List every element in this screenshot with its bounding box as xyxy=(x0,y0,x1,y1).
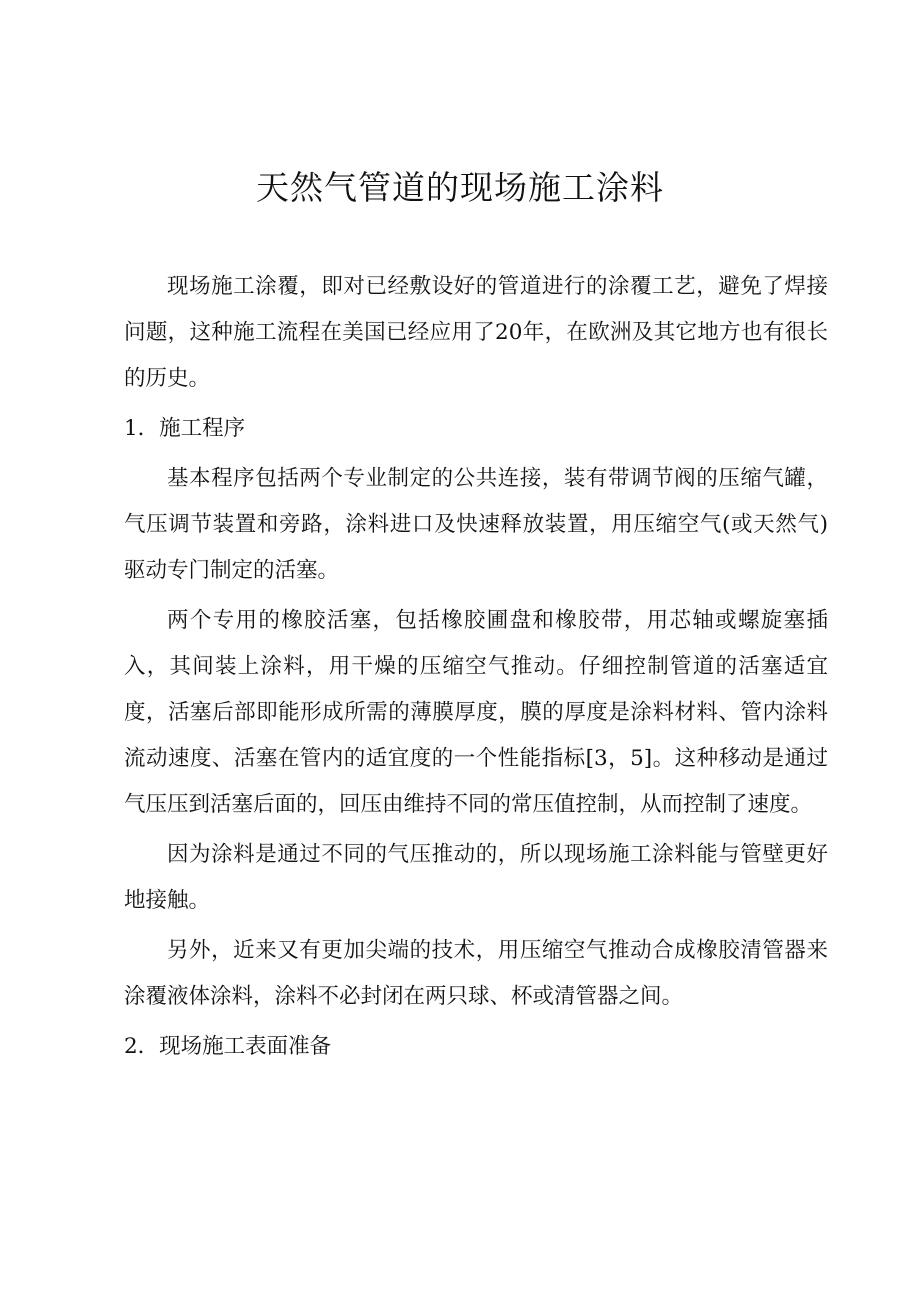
paragraph-advanced-technique: 另外，近来又有更加尖端的技术，用压缩空气推动合成橡胶清管器来涂覆液体涂料，涂料不必封闭在两只球、杯或清管器之间。 xyxy=(124,938,828,1009)
paragraph-basic-procedure: 基本程序包括两个专业制定的公共连接，装有带调节阀的压缩气罐，气压调节装置和旁路，涂料进口及快速释放装置，用压缩空气(或天然气)驱动专门制定的活塞。 xyxy=(124,466,828,583)
paragraph-intro: 现场施工涂覆，即对已经敷设好的管道进行的涂覆工艺，避免了焊接问题，这种施工流程在美国已经应用了20年，在欧洲及其它地方也有很长的历史。 xyxy=(124,274,828,391)
section-heading-1: 1．施工程序 xyxy=(124,416,246,441)
paragraph-rubber-pistons: 两个专用的橡胶活塞，包括橡胶圃盘和橡胶带，用芯轴或螺旋塞插入，其间装上涂料，用干燥的压缩空气推动。仔细控制管道的活塞适宜度，活塞后部即能形成所需的薄膜厚度，膜的厚度是涂料材料、管内涂料流动速度、活塞在管内的适宜度的一个性能指标[3，5]。这种移动是通过气压压到活塞后面的，回压由维持不同的常压值控制，从而控制了速度。 xyxy=(124,608,828,817)
paragraph-contact: 因为涂料是通过不同的气压推动的，所以现场施工涂料能与管壁更好地接触。 xyxy=(124,842,828,913)
document-title: 天然气管道的现场施工涂料 xyxy=(256,168,664,207)
section-heading-2: 2．现场施工表面准备 xyxy=(124,1034,332,1059)
document-body xyxy=(124,264,828,1070)
